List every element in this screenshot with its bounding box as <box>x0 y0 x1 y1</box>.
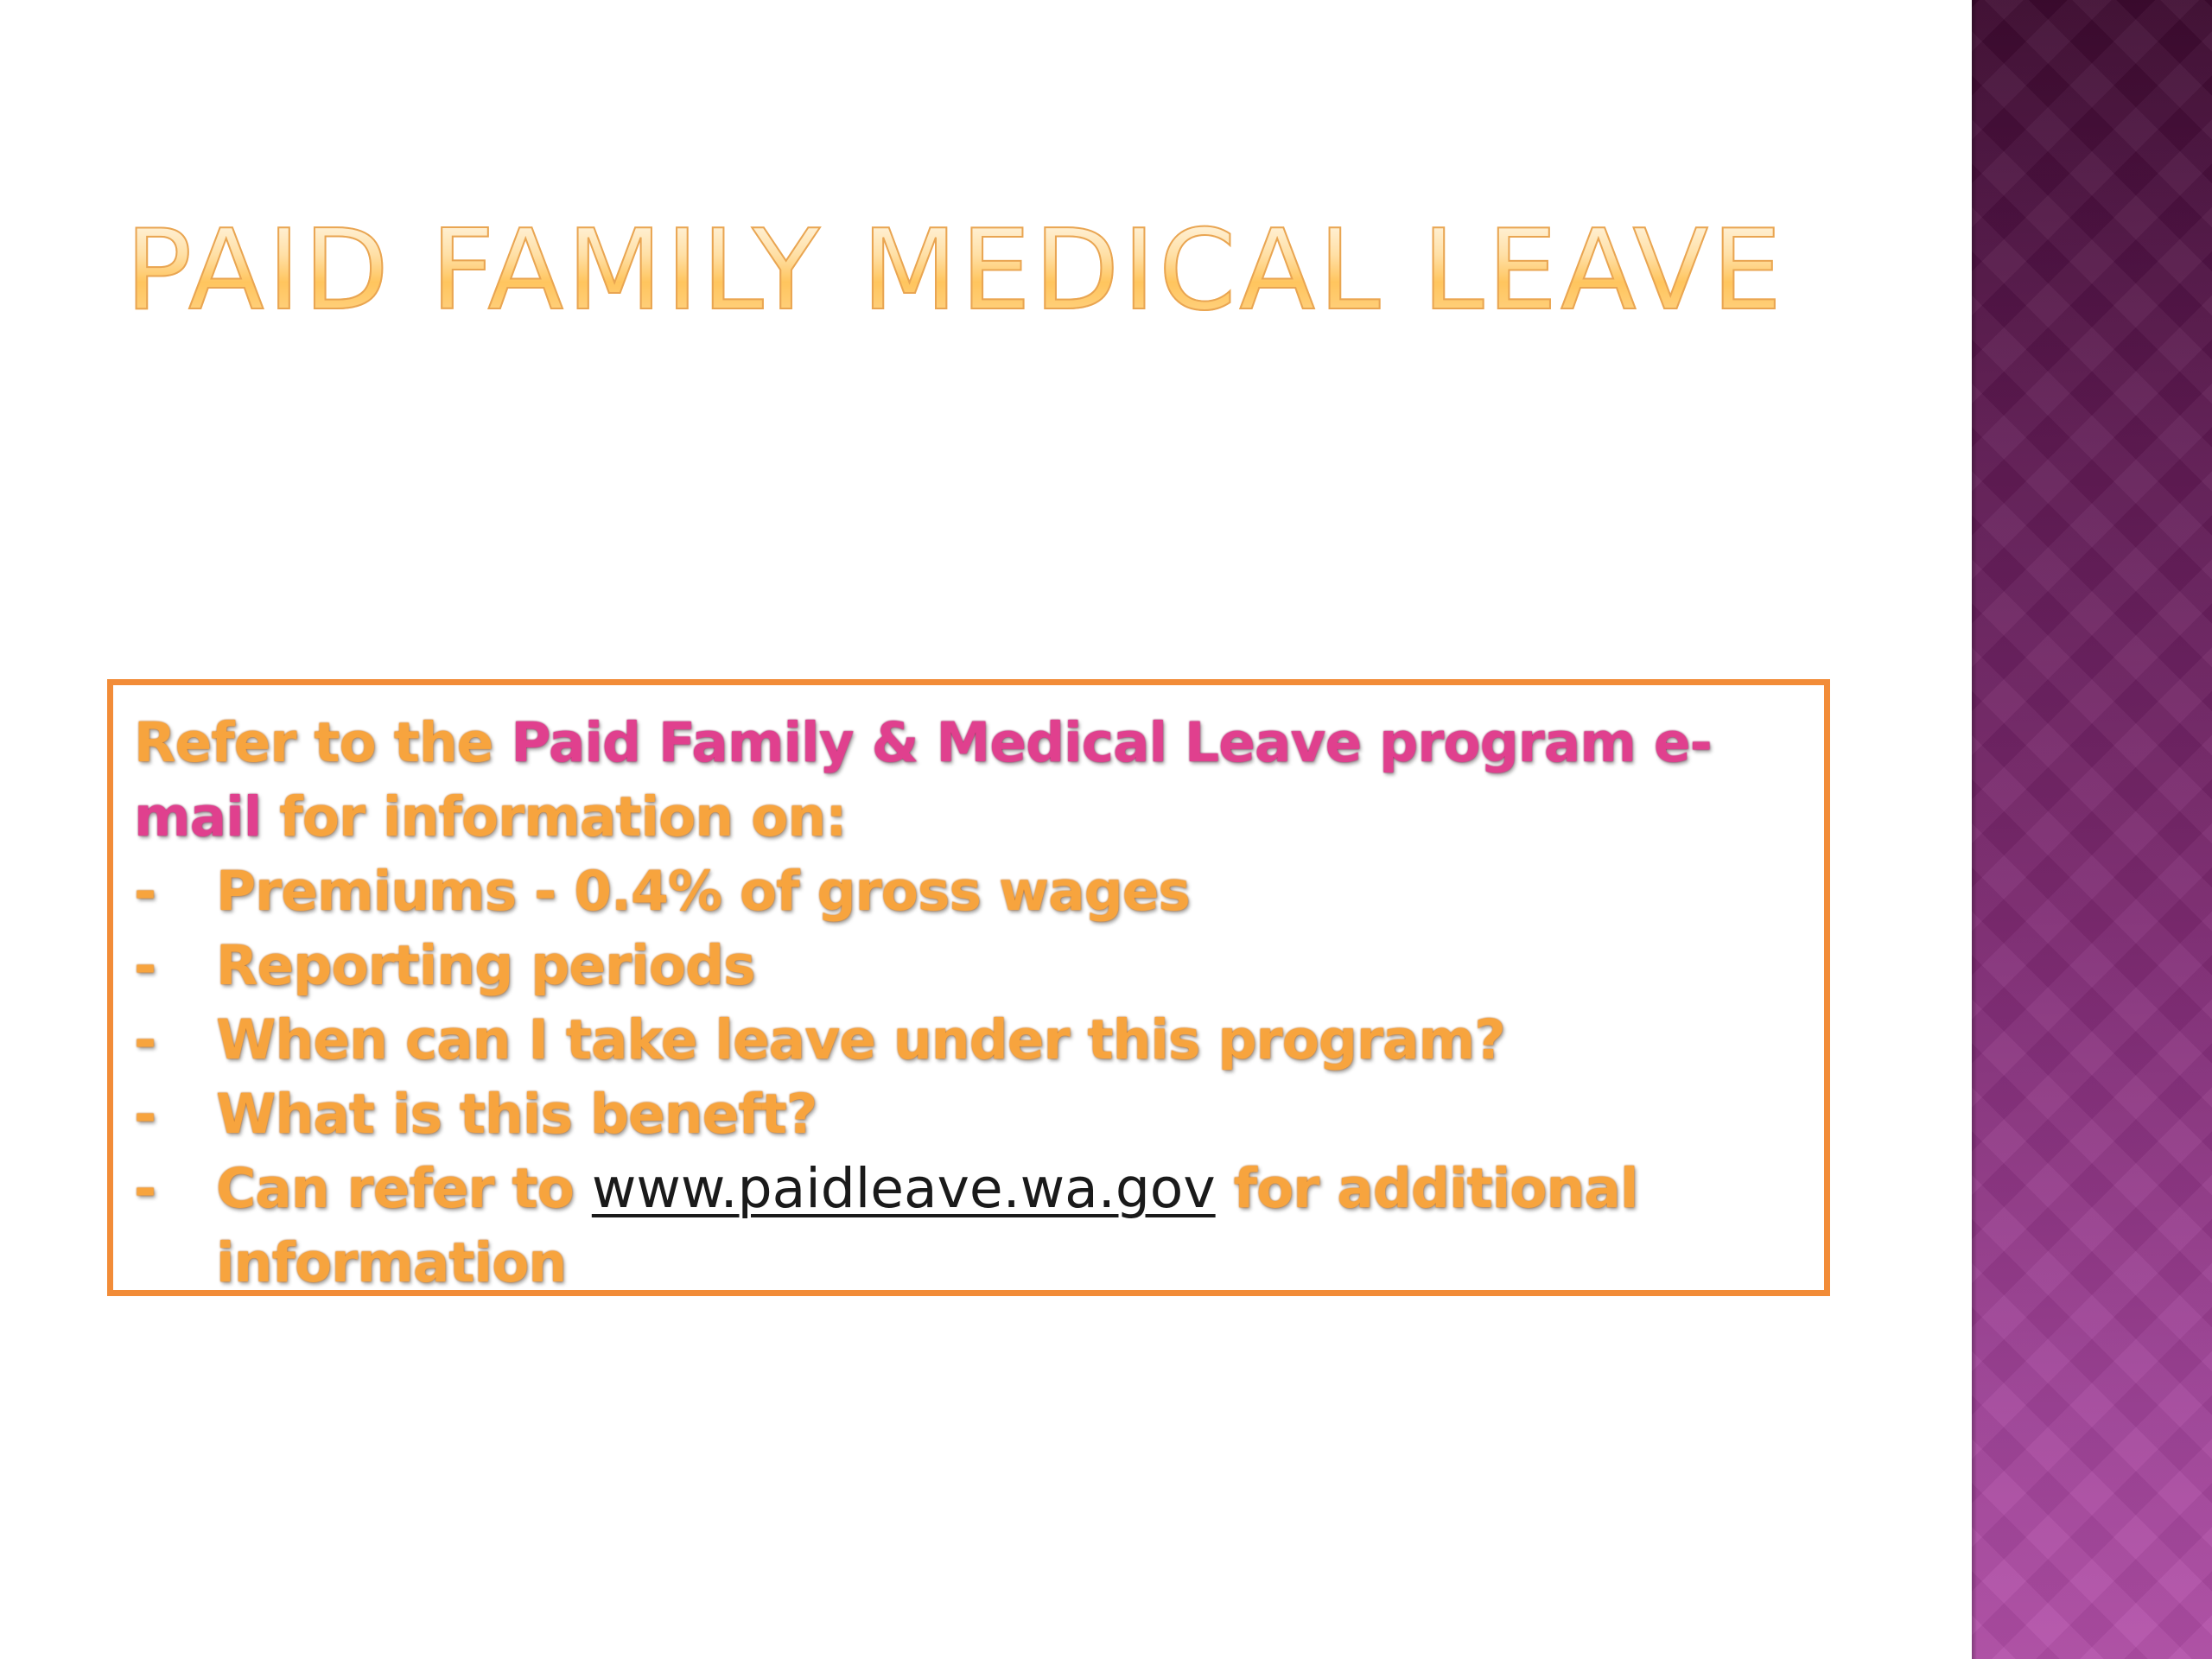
content-box <box>107 679 1830 1296</box>
bullet-premiums <box>134 855 1803 929</box>
program-email-highlight: Paid Family & Medical Leave program e-mail <box>134 711 1712 849</box>
bullet-what-is-benefit <box>134 1077 1803 1152</box>
intro-prefix: Refer to the <box>134 711 512 774</box>
bullet-suffix: for additional information <box>216 1157 1638 1294</box>
intro-suffix: for information on: <box>261 785 847 849</box>
bullet-text: Premiums - 0.4% of gross wages <box>216 860 1190 923</box>
bullet-text: What is this beneft? <box>216 1083 817 1146</box>
bullet-additional-information <box>134 1152 1803 1300</box>
bullet-text: When can I take leave under this program? <box>216 1008 1505 1071</box>
bullet-text: Reporting periods <box>216 934 755 997</box>
bullet-marker: - <box>134 1008 156 1071</box>
bullet-prefix: Can refer to <box>216 1157 592 1220</box>
bullet-reporting-periods <box>134 929 1803 1003</box>
bullet-list <box>134 855 1803 1300</box>
bullet-when-take-leave <box>134 1003 1803 1077</box>
bullet-marker: - <box>134 934 156 997</box>
decorative-side-panel <box>1972 0 2212 1659</box>
bullet-marker: - <box>134 860 156 923</box>
bullet-marker: - <box>134 1083 156 1146</box>
paidleave-website-link[interactable]: www.paidleave.wa.gov <box>591 1157 1216 1220</box>
slide-title: PAID FAMILY MEDICAL LEAVE <box>125 207 1785 335</box>
bullet-marker: - <box>134 1157 156 1220</box>
intro-text <box>134 706 1803 855</box>
